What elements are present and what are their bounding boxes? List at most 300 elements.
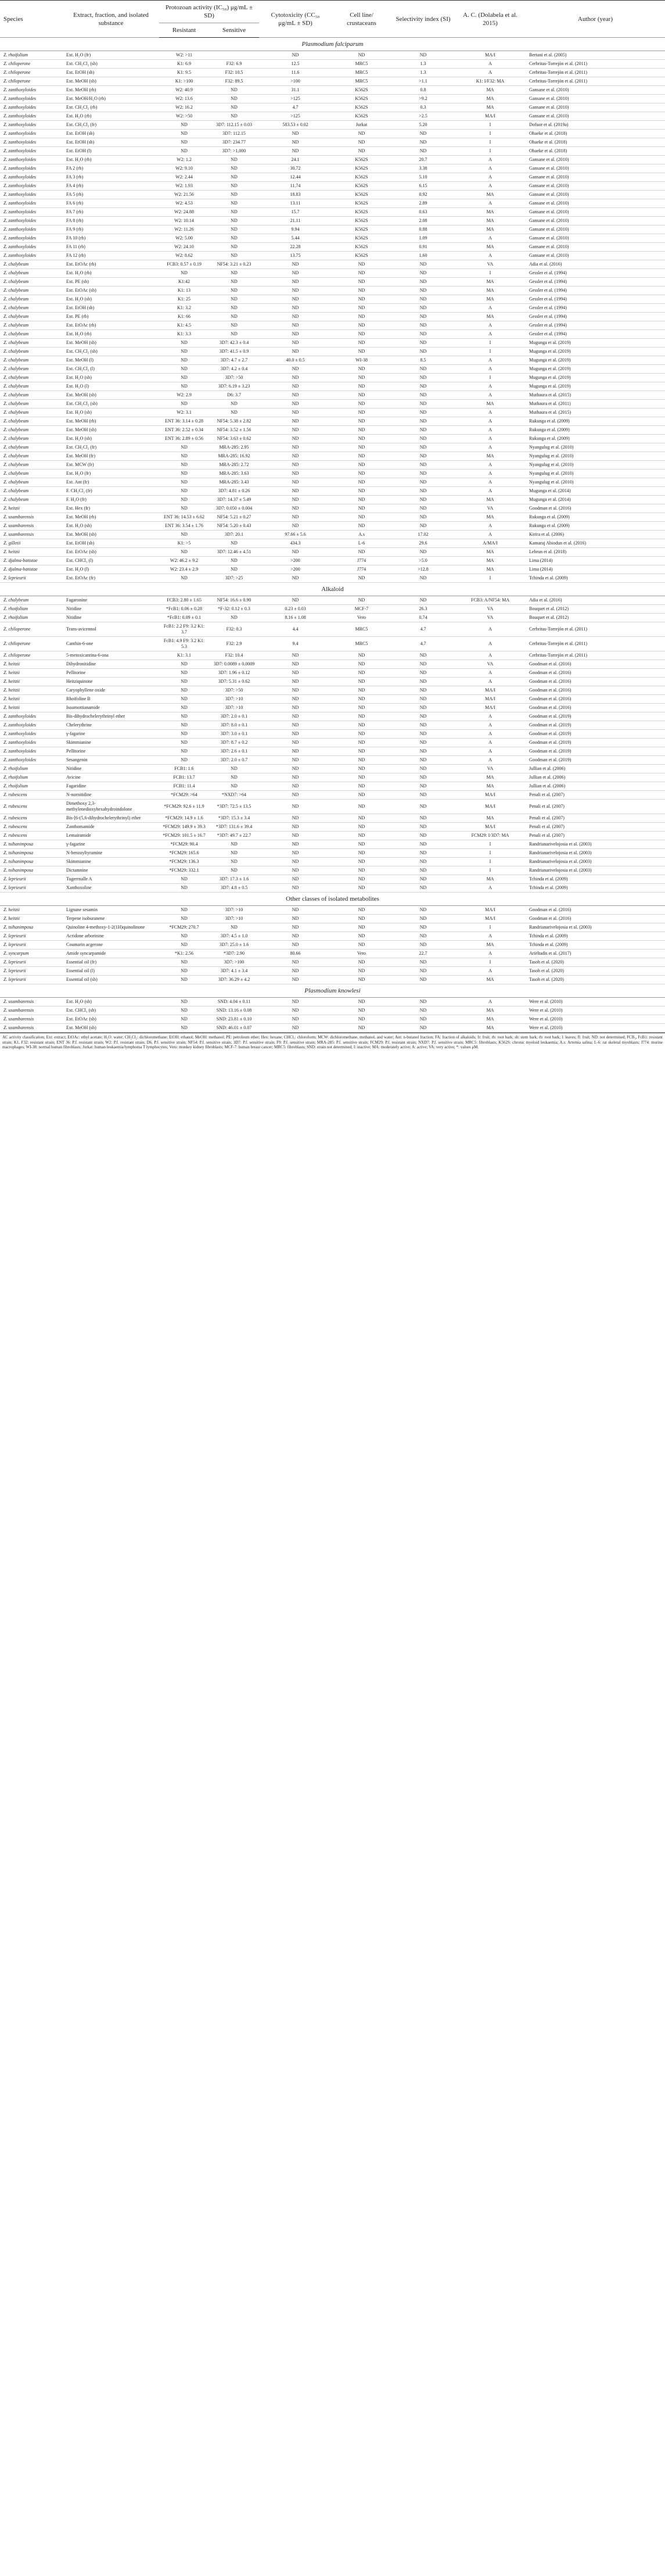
cytotoxicity-cell: ND	[259, 678, 332, 686]
selectivity-cell: ND	[391, 739, 455, 747]
species-cell: Z. tsihanimposa	[0, 866, 63, 875]
sensitive-activity-cell: 3D7: >10	[209, 695, 259, 704]
cytotoxicity-cell: 21.11	[259, 217, 332, 225]
resistant-activity-cell: ND	[159, 487, 209, 496]
sensitive-activity-cell: 3D7: 5.31 ± 0.62	[209, 678, 259, 686]
table-row	[0, 121, 665, 130]
extract-cell: Ext. H₂O (fr)	[63, 51, 159, 60]
table-row	[0, 866, 665, 875]
selectivity-cell: ND	[391, 998, 455, 1006]
extract-cell: FA 7 (rb)	[63, 208, 159, 217]
cell-line-cell: MRC5	[332, 622, 391, 637]
author-cell: Gessler et al. (1994)	[526, 269, 665, 278]
table-row	[0, 278, 665, 286]
resistant-activity-cell: ND	[159, 747, 209, 756]
selectivity-cell: 0.3	[391, 103, 455, 112]
resistant-activity-cell: W2: 2.44	[159, 173, 209, 182]
selectivity-cell: ND	[391, 426, 455, 435]
cytotoxicity-cell: ND	[259, 138, 332, 147]
species-cell: Z. leprieurii	[0, 967, 63, 976]
author-cell: Ohaeke et al. (2018)	[526, 138, 665, 147]
activity-class-cell: A	[455, 730, 526, 739]
table-row	[0, 800, 665, 814]
cytotoxicity-cell: ND	[259, 730, 332, 739]
table-row	[0, 426, 665, 435]
cell-line-cell: MRC5	[332, 637, 391, 651]
resistant-activity-cell: ND	[159, 452, 209, 461]
cell-line-cell: ND	[332, 800, 391, 814]
author-cell: Tasoh et al. (2020)	[526, 958, 665, 967]
selectivity-cell: ND	[391, 391, 455, 400]
cell-line-cell: ND	[332, 958, 391, 967]
activity-class-cell: A	[455, 678, 526, 686]
species-cell: Z. rhoifolium	[0, 605, 63, 614]
activity-class-cell: MA/I	[455, 695, 526, 704]
cytotoxicity-cell: 12.5	[259, 60, 332, 69]
activity-class-cell: I	[455, 840, 526, 849]
resistant-activity-cell: W2: 21.56	[159, 191, 209, 199]
selectivity-cell: ND	[391, 1006, 455, 1015]
sensitive-activity-cell: 3D7: 4.8 ± 0.5	[209, 884, 259, 893]
activity-class-cell: A	[455, 443, 526, 452]
activity-class-cell: A	[455, 182, 526, 191]
table-row	[0, 756, 665, 765]
selectivity-cell: ND	[391, 504, 455, 513]
resistant-activity-cell: K1: 3.1	[159, 651, 209, 660]
resistant-activity-cell: ND	[159, 695, 209, 704]
cytotoxicity-cell: ND	[259, 313, 332, 321]
author-cell: Gansane et al. (2010)	[526, 243, 665, 252]
selectivity-cell: ND	[391, 832, 455, 840]
activity-class-cell: A	[455, 435, 526, 443]
header-cytotoxicity: Cytotoxicity (CC₅₀ μg/mL ± SD)	[259, 1, 332, 38]
selectivity-cell: >1.1	[391, 77, 455, 86]
cell-line-cell: K562S	[332, 243, 391, 252]
resistant-activity-cell: ENT 36: 14.53 ± 6.62	[159, 513, 209, 522]
sensitive-activity-cell: ND	[209, 409, 259, 417]
resistant-activity-cell: FCB3: 0.57 ± 0.19	[159, 260, 209, 269]
sensitive-activity-cell: 3D7: 112.15	[209, 130, 259, 138]
extract-cell: Ext. H₂O (sb)	[63, 374, 159, 382]
antiplasmodial-activity-table	[0, 0, 665, 1033]
author-cell: Gansane et al. (2010)	[526, 173, 665, 182]
table-row	[0, 557, 665, 565]
cytotoxicity-cell: ND	[259, 967, 332, 976]
selectivity-cell: 4.7	[391, 622, 455, 637]
species-cell: Z. chalybeum	[0, 278, 63, 286]
activity-class-cell: A	[455, 967, 526, 976]
cell-line-cell: ND	[332, 915, 391, 923]
sensitive-activity-cell: ND	[209, 86, 259, 95]
cell-line-cell: ND	[332, 832, 391, 840]
sensitive-activity-cell: ND	[209, 565, 259, 574]
species-cell: Z. usambarensis	[0, 513, 63, 522]
selectivity-cell: 0.74	[391, 614, 455, 622]
header-activity: Protozoan activity (IC₅₀) μg/mL ± SD)	[159, 1, 259, 23]
sensitive-activity-cell: ND	[209, 321, 259, 330]
extract-cell: Trans-avicennol	[63, 622, 159, 637]
table-row	[0, 182, 665, 191]
sensitive-activity-cell: 3D7: >10	[209, 906, 259, 915]
resistant-activity-cell: W2: 24.10	[159, 243, 209, 252]
resistant-activity-cell: ENT 36: 3.54 ± 1.76	[159, 522, 209, 531]
sensitive-activity-cell: MRA-285: 2.95	[209, 443, 259, 452]
table-row	[0, 234, 665, 243]
author-cell: Bouquet et al. (2012)	[526, 605, 665, 614]
table-row	[0, 391, 665, 400]
sensitive-activity-cell: ND	[209, 156, 259, 164]
sensitive-activity-cell: ND	[209, 103, 259, 112]
activity-class-cell: A	[455, 426, 526, 435]
cytotoxicity-cell: ND	[259, 875, 332, 884]
resistant-activity-cell: *FCM29: 332.1	[159, 866, 209, 875]
extract-cell: F. CH₂Cl₂ (fr)	[63, 487, 159, 496]
extract-cell: Ext. MeOH (fr)	[63, 452, 159, 461]
extract-cell: Ext. H₂O (rb)	[63, 112, 159, 121]
cell-line-cell: ND	[332, 286, 391, 295]
species-cell: Z. heitzii	[0, 915, 63, 923]
cell-line-cell: ND	[332, 304, 391, 313]
cell-line-cell: ND	[332, 651, 391, 660]
selectivity-cell: ND	[391, 773, 455, 782]
table-row	[0, 356, 665, 365]
cell-line-cell: Jurkat	[332, 121, 391, 130]
species-cell: Z. zanthoxyloides	[0, 730, 63, 739]
author-cell: Gansane et al. (2010)	[526, 225, 665, 234]
section-header	[0, 893, 665, 906]
table-row	[0, 906, 665, 915]
resistant-activity-cell: *FCM29: 14.9 ± 1.6	[159, 814, 209, 823]
activity-class-cell: MA	[455, 814, 526, 823]
selectivity-cell: ND	[391, 409, 455, 417]
selectivity-cell: 2.08	[391, 217, 455, 225]
species-cell: Z. zanthoxyloides	[0, 103, 63, 112]
activity-class-cell: A	[455, 391, 526, 400]
selectivity-cell: ND	[391, 278, 455, 286]
species-cell: Z. chiloperone	[0, 651, 63, 660]
activity-class-cell: A	[455, 756, 526, 765]
extract-cell: Tugerrnalle A	[63, 875, 159, 884]
cytotoxicity-cell: ND	[259, 382, 332, 391]
extract-cell: Ext. H₂O (sb)	[63, 998, 159, 1006]
sensitive-activity-cell: *NXD7: >64	[209, 791, 259, 800]
resistant-activity-cell: ND	[159, 756, 209, 765]
sensitive-activity-cell: ND	[209, 278, 259, 286]
sensitive-activity-cell: 3D7: 2.6 ± 0.1	[209, 747, 259, 756]
species-cell: Z. tsihanimposa	[0, 840, 63, 849]
resistant-activity-cell: ND	[159, 932, 209, 941]
cell-line-cell: Vero	[332, 614, 391, 622]
activity-class-cell: A	[455, 637, 526, 651]
author-cell: Muthaura et al. (2011)	[526, 400, 665, 409]
species-cell: Z. zanthoxyloides	[0, 747, 63, 756]
cell-line-cell: Vero	[332, 950, 391, 958]
sensitive-activity-cell: 3D7: 17.3 ± 1.6	[209, 875, 259, 884]
author-cell: Muthaura et al. (2015)	[526, 409, 665, 417]
author-cell: Nyangulug et al. (2010)	[526, 470, 665, 478]
resistant-activity-cell: ND	[159, 531, 209, 539]
species-cell: Z. chalybeum	[0, 443, 63, 452]
cell-line-cell: ND	[332, 730, 391, 739]
species-cell: Z. usambarensis	[0, 531, 63, 539]
resistant-activity-cell: W2: 5.00	[159, 234, 209, 243]
table-row	[0, 452, 665, 461]
resistant-activity-cell: ND	[159, 941, 209, 950]
cytotoxicity-cell: 5.44	[259, 234, 332, 243]
extract-cell: Ext. CH₂Cl₂ (l)	[63, 365, 159, 374]
extract-cell: Ext. H₂O (rb)	[63, 269, 159, 278]
cell-line-cell: MRC5	[332, 60, 391, 69]
sensitive-activity-cell: 3D7: 2.0 ± 0.1	[209, 712, 259, 721]
cell-line-cell: ND	[332, 313, 391, 321]
selectivity-cell: 20.7	[391, 156, 455, 164]
activity-class-cell: MA	[455, 1015, 526, 1024]
extract-cell: Canthin-6-one	[63, 637, 159, 651]
cytotoxicity-cell: ND	[259, 513, 332, 522]
author-cell: Tchinda et al. (2009)	[526, 884, 665, 893]
extract-cell: Ext. H₂O (rb)	[63, 156, 159, 164]
cell-line-cell: ND	[332, 130, 391, 138]
species-cell: Z. zanthoxyloides	[0, 112, 63, 121]
table-row	[0, 69, 665, 77]
cytotoxicity-cell: ND	[259, 487, 332, 496]
header-species: Species	[0, 1, 63, 38]
table-row	[0, 374, 665, 382]
extract-cell: Lemairamide	[63, 832, 159, 840]
selectivity-cell: 29.6	[391, 539, 455, 548]
sensitive-activity-cell: *3D7: 131.6 ± 39.4	[209, 823, 259, 832]
table-row	[0, 243, 665, 252]
extract-cell: 5-metoxicantina-6-ona	[63, 651, 159, 660]
activity-class-cell: A	[455, 234, 526, 243]
extract-cell: Ext. EtOH (sb)	[63, 138, 159, 147]
section-header	[0, 583, 665, 596]
species-cell: Z. chalybeum	[0, 478, 63, 487]
cytotoxicity-cell: ND	[259, 651, 332, 660]
sensitive-activity-cell: F32: 0.3	[209, 622, 259, 637]
resistant-activity-cell: W2: 4.53	[159, 199, 209, 208]
activity-class-cell: MA	[455, 976, 526, 984]
species-cell: Z. djalma-batistae	[0, 557, 63, 565]
activity-class-cell: A	[455, 487, 526, 496]
extract-cell: Ext. CH₂Cl₂ (sb)	[63, 400, 159, 409]
activity-class-cell: VA	[455, 614, 526, 622]
cytotoxicity-cell: ND	[259, 800, 332, 814]
activity-class-cell: MA	[455, 1024, 526, 1033]
cytotoxicity-cell: ND	[259, 51, 332, 60]
activity-class-cell: A	[455, 199, 526, 208]
cell-line-cell: J774	[332, 557, 391, 565]
table-row	[0, 773, 665, 782]
table-row	[0, 191, 665, 199]
selectivity-cell: 1.60	[391, 252, 455, 260]
resistant-activity-cell: ND	[159, 1015, 209, 1024]
selectivity-cell: ND	[391, 596, 455, 605]
table-row	[0, 95, 665, 103]
cell-line-cell: ND	[332, 1024, 391, 1033]
selectivity-cell: ND	[391, 313, 455, 321]
activity-class-cell: MA	[455, 243, 526, 252]
selectivity-cell: ND	[391, 435, 455, 443]
selectivity-cell: 1.3	[391, 69, 455, 77]
activity-class-cell: A	[455, 382, 526, 391]
author-cell: Jullian et al. (2006)	[526, 782, 665, 791]
cell-line-cell: ND	[332, 51, 391, 60]
selectivity-cell: 2.89	[391, 199, 455, 208]
selectivity-cell: ND	[391, 823, 455, 832]
selectivity-cell: 0.91	[391, 243, 455, 252]
table-row	[0, 409, 665, 417]
species-cell: Z. zanthoxyloides	[0, 217, 63, 225]
activity-class-cell: MA	[455, 452, 526, 461]
extract-cell: Amide syncarpamide	[63, 950, 159, 958]
activity-class-cell: I	[455, 339, 526, 347]
cell-line-cell: ND	[332, 765, 391, 773]
cytotoxicity-cell: ND	[259, 1015, 332, 1024]
selectivity-cell: >12.8	[391, 565, 455, 574]
header-cell-line: Cell line/ crustaceans	[332, 1, 391, 38]
species-cell: Z. zanthoxyloides	[0, 95, 63, 103]
resistant-activity-cell: *FcB1: 0.06 ± 0.28	[159, 605, 209, 614]
sensitive-activity-cell: *3D7: 15.3 ± 3.4	[209, 814, 259, 823]
author-cell: Gansane et al. (2010)	[526, 208, 665, 217]
extract-cell: Lignane sesamin	[63, 906, 159, 915]
author-cell: Gessler et al. (1994)	[526, 286, 665, 295]
species-cell: Z. heitzii	[0, 669, 63, 678]
author-cell: Gansane et al. (2010)	[526, 199, 665, 208]
selectivity-cell: ND	[391, 452, 455, 461]
activity-class-cell: A	[455, 522, 526, 531]
cell-line-cell: ND	[332, 260, 391, 269]
extract-cell: Heitziquinone	[63, 678, 159, 686]
cytotoxicity-cell: ND	[259, 391, 332, 400]
species-cell: Z. chalybeum	[0, 391, 63, 400]
resistant-activity-cell: ND	[159, 504, 209, 513]
table-row	[0, 496, 665, 504]
cell-line-cell: ND	[332, 138, 391, 147]
selectivity-cell: 6.15	[391, 182, 455, 191]
sensitive-activity-cell: 3D7: 4.5 ± 1.0	[209, 932, 259, 941]
species-cell: Z. rhoifolium	[0, 782, 63, 791]
cell-line-cell: J774	[332, 565, 391, 574]
table-row	[0, 739, 665, 747]
table-row	[0, 260, 665, 269]
cytotoxicity-cell: ND	[259, 791, 332, 800]
resistant-activity-cell: ND	[159, 998, 209, 1006]
sensitive-activity-cell: ND	[209, 840, 259, 849]
resistant-activity-cell: ND	[159, 574, 209, 583]
selectivity-cell: ND	[391, 941, 455, 950]
cytotoxicity-cell: ND	[259, 435, 332, 443]
cytotoxicity-cell: 9.4	[259, 637, 332, 651]
table-row	[0, 721, 665, 730]
selectivity-cell: ND	[391, 782, 455, 791]
species-cell: Z. chiloperone	[0, 77, 63, 86]
species-cell: Z. zanthoxyloides	[0, 208, 63, 217]
cell-line-cell: ND	[332, 660, 391, 669]
extract-cell: Ext. H₂O (l)	[63, 382, 159, 391]
species-cell: Z. heitzii	[0, 906, 63, 915]
table-row	[0, 339, 665, 347]
resistant-activity-cell: ND	[159, 976, 209, 984]
cell-line-cell: K562S	[332, 199, 391, 208]
activity-class-cell: A	[455, 622, 526, 637]
section-header	[0, 38, 665, 51]
cell-line-cell: ND	[332, 400, 391, 409]
table-row	[0, 651, 665, 660]
cytotoxicity-cell: ND	[259, 496, 332, 504]
extract-cell: Ext. H₂O (sb)	[63, 409, 159, 417]
extract-cell: Ext. Hex (fr)	[63, 504, 159, 513]
extract-cell: Ext. MeOH (rb)	[63, 86, 159, 95]
activity-class-cell: A	[455, 531, 526, 539]
sensitive-activity-cell: 3D7: 20.1	[209, 531, 259, 539]
cell-line-cell: ND	[332, 814, 391, 823]
table-row	[0, 791, 665, 800]
header-author: Author (year)	[526, 1, 665, 38]
table-row	[0, 103, 665, 112]
sensitive-activity-cell: NF54: 3.63 ± 0.62	[209, 435, 259, 443]
extract-cell: Ext. CH₂Cl₂ (fr)	[63, 121, 159, 130]
activity-class-cell: I	[455, 269, 526, 278]
sensitive-activity-cell: 3D7: >10	[209, 915, 259, 923]
table-row	[0, 596, 665, 605]
resistant-activity-cell: ND	[159, 739, 209, 747]
selectivity-cell: ND	[391, 470, 455, 478]
cell-line-cell: ND	[332, 365, 391, 374]
author-cell: Tchinda et al. (2009)	[526, 941, 665, 950]
cell-line-cell: K562S	[332, 234, 391, 243]
resistant-activity-cell: W2: 1.2	[159, 156, 209, 164]
sensitive-activity-cell: ND	[209, 866, 259, 875]
resistant-activity-cell: ND	[159, 147, 209, 156]
species-cell: Z. chalybeum	[0, 496, 63, 504]
cytotoxicity-cell: 22.28	[259, 243, 332, 252]
selectivity-cell: 4.7	[391, 637, 455, 651]
sensitive-activity-cell: F32: 6.9	[209, 60, 259, 69]
selectivity-cell: 22.7	[391, 950, 455, 958]
sensitive-activity-cell: NF54: 3.21 ± 0.23	[209, 260, 259, 269]
resistant-activity-cell: ND	[159, 138, 209, 147]
sensitive-activity-cell: 3D7: 4.2 ± 0.4	[209, 365, 259, 374]
resistant-activity-cell: ND	[159, 669, 209, 678]
cytotoxicity-cell: ND	[259, 923, 332, 932]
cytotoxicity-cell: ND	[259, 426, 332, 435]
extract-cell: Ext. EtOH (sb)	[63, 130, 159, 138]
extract-cell: Isoarnottianamide	[63, 704, 159, 712]
sensitive-activity-cell: ND	[209, 225, 259, 234]
extract-cell: Essential oil (l)	[63, 967, 159, 976]
activity-class-cell: A	[455, 721, 526, 730]
selectivity-cell: 0.92	[391, 191, 455, 199]
cytotoxicity-cell: >125	[259, 95, 332, 103]
activity-class-cell: A	[455, 330, 526, 339]
resistant-activity-cell: K1: 3.2	[159, 304, 209, 313]
author-cell: Kirira et al. (2006)	[526, 531, 665, 539]
activity-class-cell: MA	[455, 496, 526, 504]
cell-line-cell: ND	[332, 840, 391, 849]
cell-line-cell: ND	[332, 967, 391, 976]
cell-line-cell: K562S	[332, 217, 391, 225]
cytotoxicity-cell: 30.72	[259, 164, 332, 173]
cytotoxicity-cell: 583.53 ± 0.02	[259, 121, 332, 130]
selectivity-cell: 0.88	[391, 225, 455, 234]
extract-cell: γ-fagarine	[63, 730, 159, 739]
author-cell: Cerbritas-Torrejón et al. (2011)	[526, 69, 665, 77]
cytotoxicity-cell: ND	[259, 906, 332, 915]
table-row	[0, 660, 665, 669]
extract-cell: Ext. MeOH/H₂O (rb)	[63, 95, 159, 103]
